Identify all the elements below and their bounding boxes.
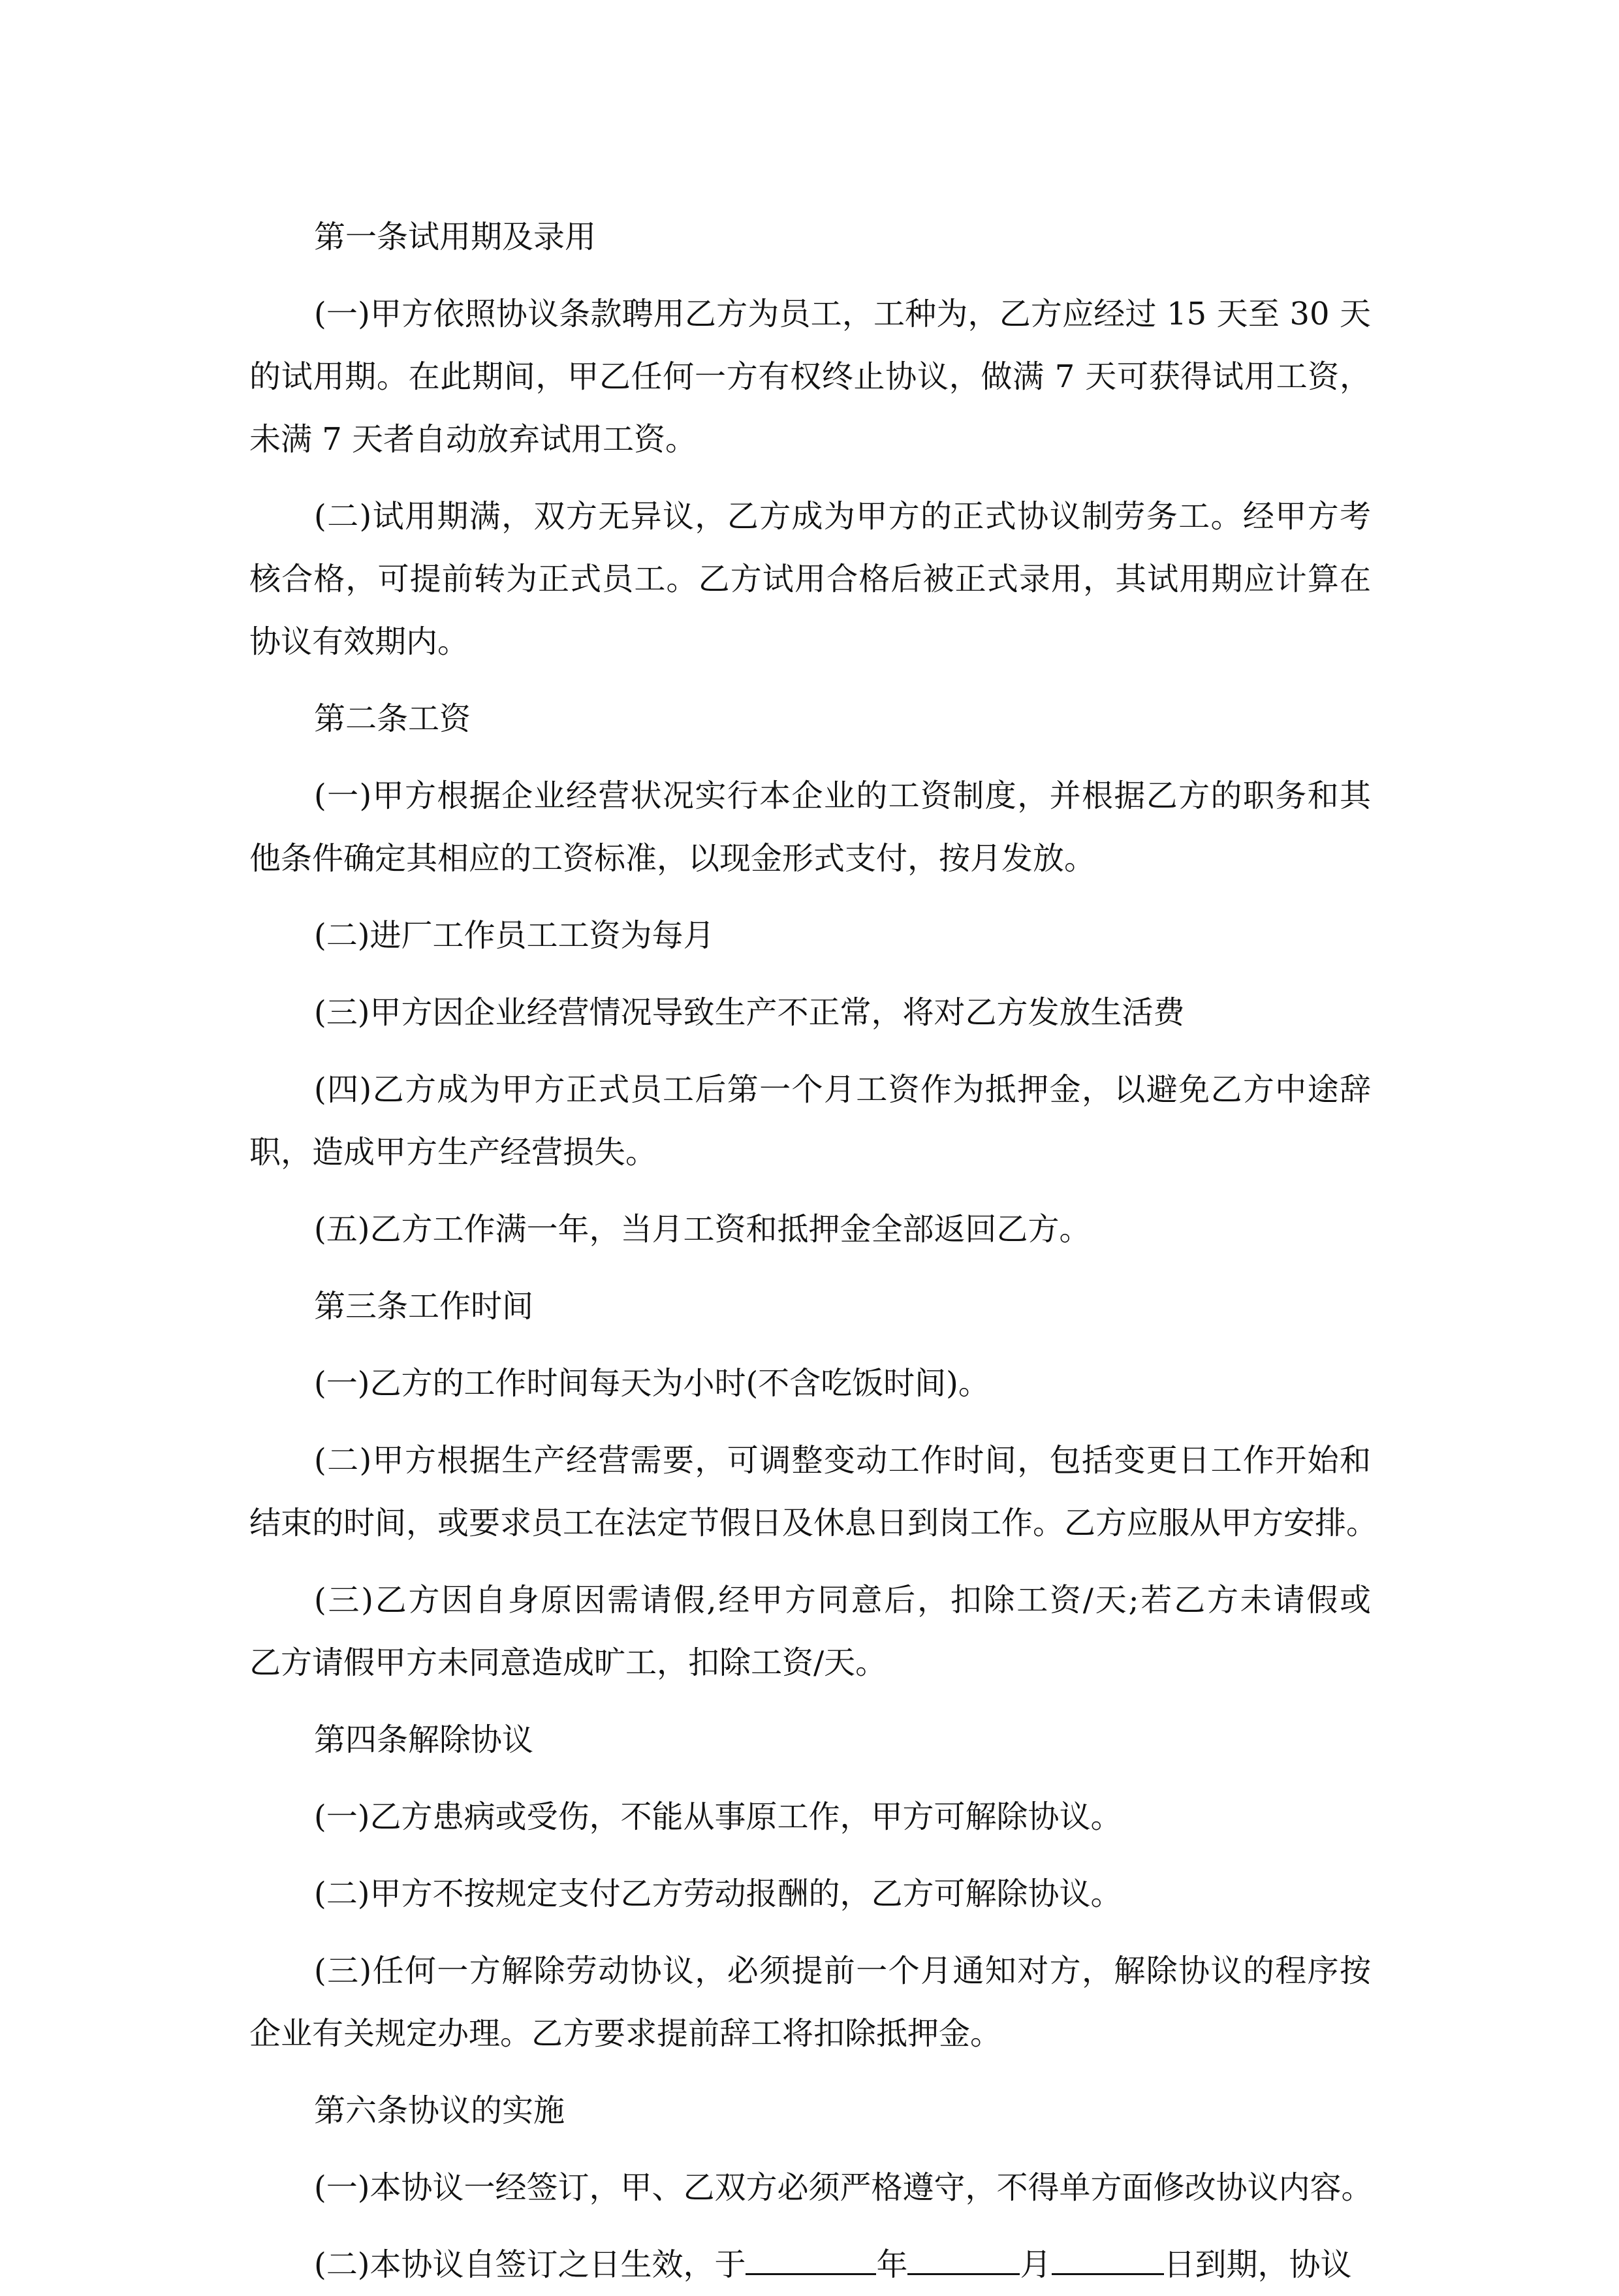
paragraph-line: (四)乙方成为甲方正式员工后第一个月工资作为抵押金，以避免乙方中途辞 [314,1071,1371,1108]
paragraph-line: 未满 7 天者自动放弃试用工资。 [249,421,697,458]
paragraph-line: 企业有关规定办理。乙方要求提前辞工将扣除抵押金。 [249,2015,1002,2052]
heading-article-3: 第三条工作时间 [314,1288,534,1325]
paragraph-line: (五)乙方工作满一年，当月工资和抵押金全部返回乙方。 [314,1211,1091,1248]
paragraph-line: 职，造成甲方生产经营损失。 [249,1134,657,1171]
paragraph-line: 协议有效期内。 [249,623,469,660]
clause-prefix: (二)本协议自签订之日生效，于 [314,2246,746,2283]
paragraph-line: 的试用期。在此期间，甲乙任何一方有权终止协议，做满 7 天可获得试用工资， [249,358,1371,395]
clause-suffix: 日到期，协议 [1163,2246,1352,2283]
paragraph-line: (三)乙方因自身原因需请假,经甲方同意后，扣除工资/天;若乙方未请假或 [314,1582,1371,1618]
paragraph-line: 核合格，可提前转为正式员工。乙方试用合格后被正式录用，其试用期应计算在 [249,561,1371,597]
year-blank [746,2247,876,2275]
paragraph-line: 结束的时间，或要求员工在法定节假日及休息日到岗工作。乙方应服从甲方安排。 [249,1505,1378,1541]
paragraph-line: (三)任何一方解除劳动协议，必须提前一个月通知对方，解除协议的程序按 [314,1953,1371,1989]
heading-article-2: 第二条工资 [314,700,471,737]
year-label: 年 [876,2246,908,2283]
paragraph-line: (二)甲方根据生产经营需要，可调整变动工作时间，包括变更日工作开始和 [314,1442,1371,1479]
paragraph-line: (二)甲方不按规定支付乙方劳动报酬的，乙方可解除协议。 [314,1876,1122,1912]
paragraph-line-with-blanks [249,2233,1371,2296]
day-blank [1052,2247,1164,2275]
paragraph-line: 乙方请假甲方未同意造成旷工，扣除工资/天。 [249,1644,887,1681]
document-body [249,206,1378,2296]
paragraph-line: (一)甲方根据企业经营状况实行本企业的工资制度，并根据乙方的职务和其 [314,778,1371,814]
paragraph-line: (三)甲方因企业经营情况导致生产不正常，将对乙方发放生活费 [314,994,1185,1031]
paragraph-line: (二)进厂工作员工工资为每月 [314,917,715,954]
paragraph-line: (二)试用期满，双方无异议，乙方成为甲方的正式协议制劳务工。经甲方考 [314,498,1371,535]
heading-article-4: 第四条解除协议 [314,1722,534,1758]
paragraph-line: (一)甲方依照协议条款聘用乙方为员工，工种为，乙方应经过 15 天至 30 天 [314,296,1371,332]
paragraph-line: (一)乙方的工作时间每天为小时(不含吃饭时间)。 [314,1365,990,1402]
month-blank [907,2247,1020,2275]
paragraph-line: 他条件确定其相应的工资标准，以现金形式支付，按月发放。 [249,840,1096,877]
heading-article-6: 第六条协议的实施 [314,2092,565,2129]
heading-article-1: 第一条试用期及录用 [314,219,597,255]
paragraph-line: (一)本协议一经签订，甲、乙双方必须严格遵守，不得单方面修改协议内容。 [314,2169,1373,2206]
paragraph-line: (一)乙方患病或受伤，不能从事原工作，甲方可解除协议。 [314,1799,1122,1835]
month-label: 月 [1020,2246,1052,2283]
